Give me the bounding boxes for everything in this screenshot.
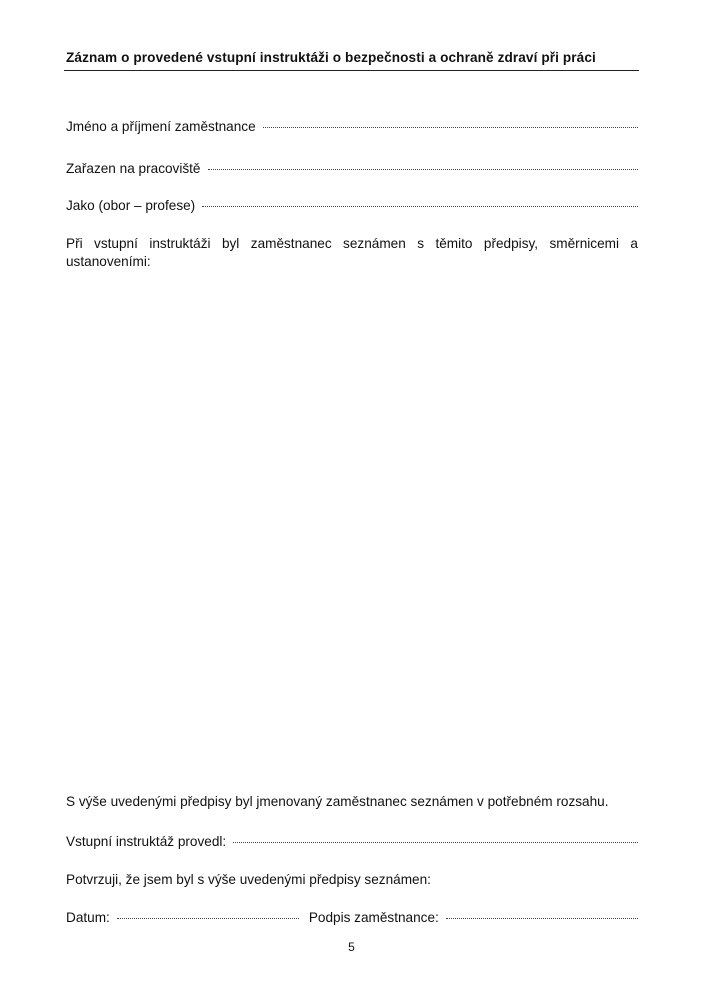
page-number: 5 — [348, 940, 355, 954]
signature-blank[interactable] — [446, 917, 638, 919]
profession-label: Jako (obor – profese) — [66, 198, 196, 213]
date-blank[interactable] — [117, 917, 299, 919]
employee-name-blank[interactable] — [263, 126, 638, 128]
instructor-blank[interactable] — [233, 841, 638, 843]
date-signature-row — [66, 910, 638, 925]
instructor-field — [66, 834, 638, 849]
workplace-label: Zařazen na pracoviště — [66, 161, 201, 176]
employee-statement: Potvrzuji, že jsem byl s výše uvedenými předpisy seznámen: — [66, 872, 431, 887]
confirmation-sentence: S výše uvedenými předpisy byl jmenovaný zaměstnanec seznámen v potřebném rozsahu. — [66, 794, 609, 809]
workplace-field — [66, 161, 638, 176]
workplace-blank[interactable] — [208, 168, 639, 170]
instructor-label: Vstupní instruktáž provedl: — [66, 834, 227, 849]
date-label: Datum: — [66, 910, 110, 925]
regulations-intro: Při vstupní instruktáži byl zaměstnanec seznámen s těmito předpisy, směrnicemi a ustanoveními: — [66, 236, 638, 269]
profession-blank[interactable] — [202, 205, 638, 207]
title-underline — [64, 70, 639, 71]
profession-field — [66, 198, 638, 213]
employee-name-label: Jméno a příjmení zaměstnance — [66, 119, 256, 134]
signature-label: Podpis zaměstnance: — [308, 910, 439, 925]
employee-name-field — [66, 119, 638, 134]
document-title: Záznam o provedené vstupní instruktáži o bezpečnosti a ochraně zdraví při práci — [66, 50, 596, 65]
